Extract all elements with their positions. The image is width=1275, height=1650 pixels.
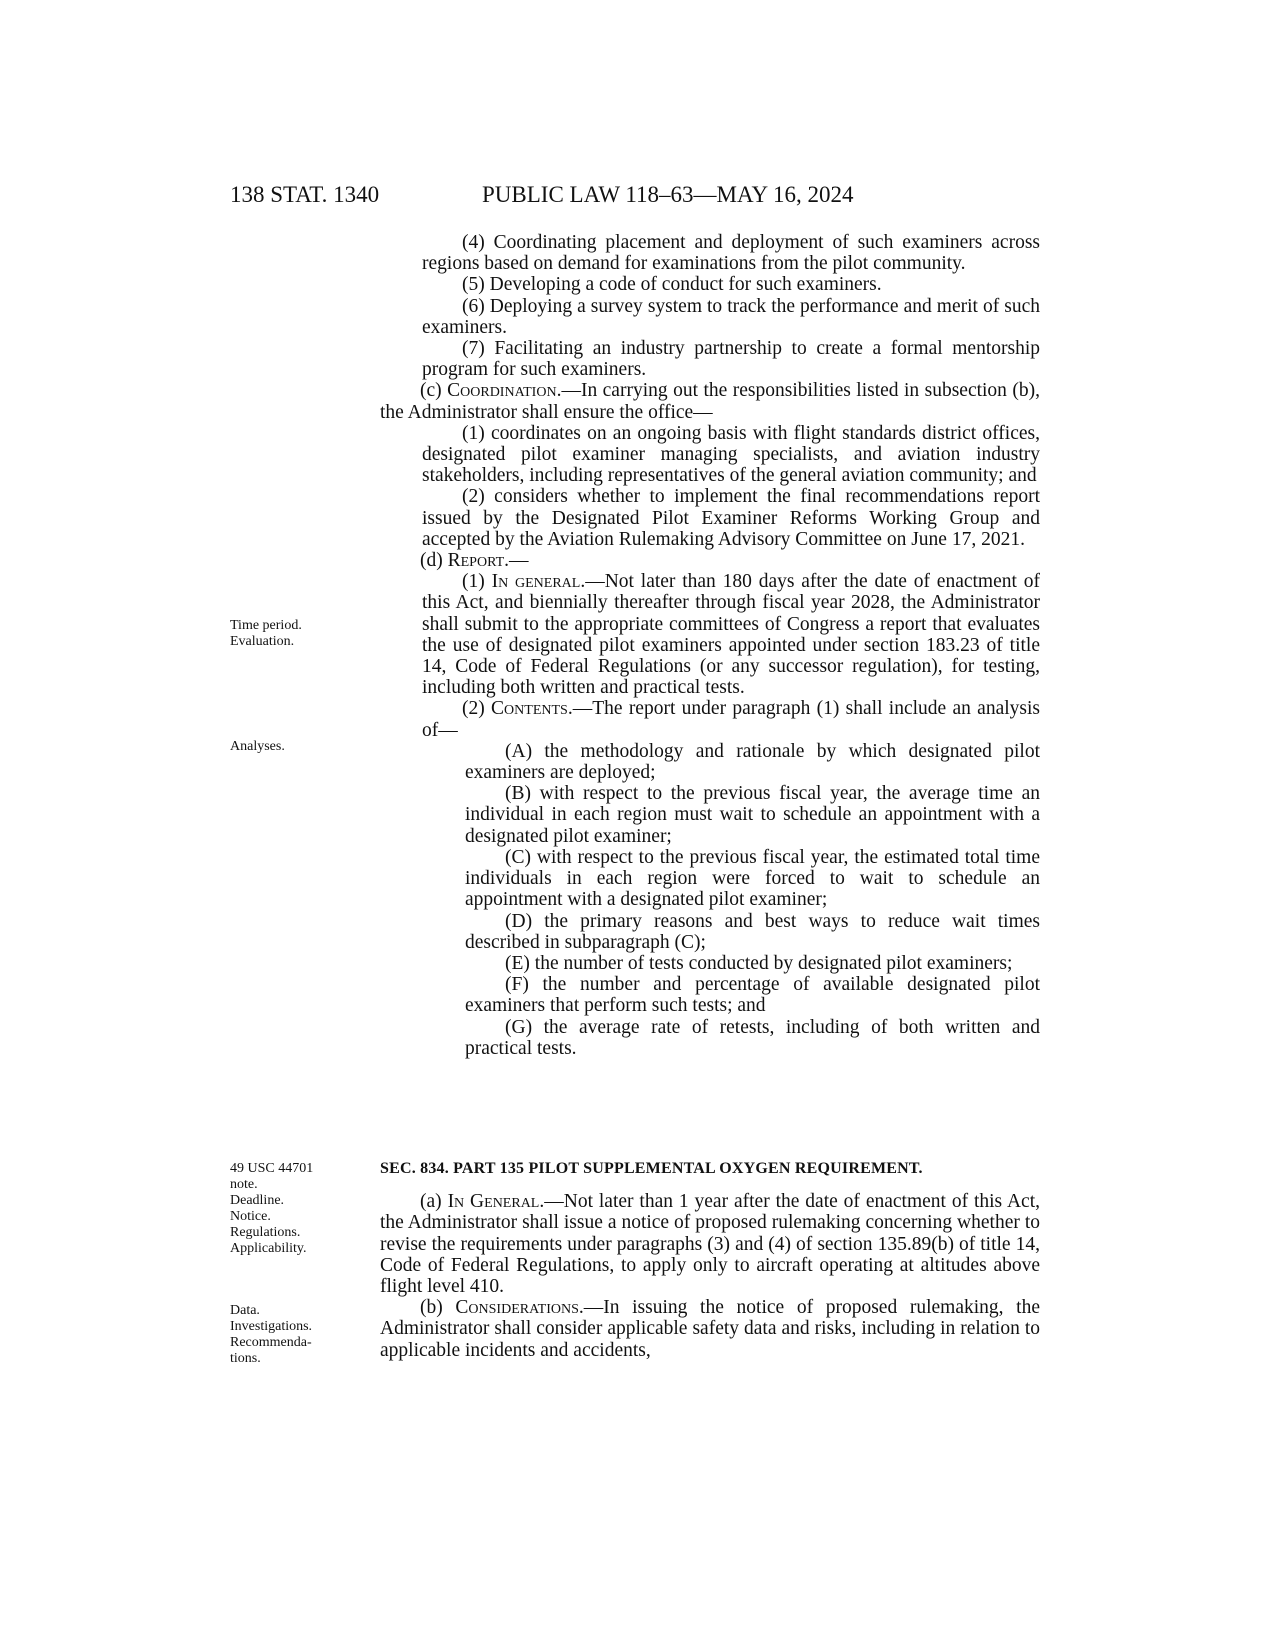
subparagraph-G: (G) the average rate of retests, including of both written and practical tests. <box>465 1016 1040 1059</box>
subsection-d: (d) Report.— <box>420 550 529 572</box>
paragraph-b6: (6) Deploying a survey system to track the performance and merit of such examiners. <box>422 295 1040 338</box>
subparagraph-E: (E) the number of tests conducted by designated pilot examiners; <box>505 952 1013 974</box>
subparagraph-A: (A) the methodology and rationale by which designated pilot examiners are deployed; <box>465 740 1040 784</box>
public-law-title: PUBLIC LAW 118–63—MAY 16, 2024 <box>482 182 854 207</box>
subparagraph-D: (D) the primary reasons and best ways to reduce wait times described in subparagraph (C); <box>465 910 1040 953</box>
subsection-c: (c) Coordination.—In carrying out the responsibilities listed in subsection (b), the Administrator shall ensure the office— <box>380 380 1041 423</box>
subparagraph-F: (F) the number and percentage of available designated pilot examiners that perform such tests; and <box>465 974 1040 1017</box>
section-834-heading: SEC. 834. PART 135 PILOT SUPPLEMENTAL OXYGEN REQUIREMENT. <box>380 1160 923 1177</box>
subsection-834-a: (a) In General.—Not later than 1 year after the date of enactment of this Act, the Administrator shall issue a notice of proposed rulemaking concerning whether to revise the requirements under paragraphs (3) and (4) of section 135.89(b) of title 14, Code of Federal Regulations, to apply only to aircraft operating at altitudes above flight level 410. <box>380 1191 1040 1298</box>
margin-note-data: Data. Investigations. Recommenda- tions. <box>230 1303 313 1366</box>
paragraph-d2: (2) Contents.—The report under paragraph (1) shall include an analysis of— <box>422 698 1040 741</box>
paragraph-c2: (2) considers whether to implement the final recommendations report issued by the Designated Pilot Examiner Reforms Working Group and accepted by the Aviation Rulemaking Advisory Committee on June 17, 2021. <box>422 486 1040 550</box>
page-header <box>0 182 1275 216</box>
margin-note-analyses: Analyses. <box>230 739 285 754</box>
paragraph-b7: (7) Facilitating an industry partnership to create a formal mentorship program for such examiners. <box>422 338 1040 381</box>
paragraph-b4: (4) Coordinating placement and deployment of such examiners across regions based on demand for examinations from the pilot community. <box>422 232 1040 275</box>
subparagraph-C: (C) with respect to the previous fiscal year, the estimated total time individuals in each region were forced to wait to schedule an appointment with a designated pilot examiner; <box>465 846 1040 911</box>
subparagraph-B: (B) with respect to the previous fiscal year, the average time an individual in each region must wait to schedule an appointment with a designated pilot examiner; <box>465 783 1040 847</box>
margin-note-usc: 49 USC 44701 note. Deadline. Notice. Regulations. Applicability. <box>230 1161 314 1256</box>
paragraph-d1: (1) In general.—Not later than 180 days after the date of enactment of this Act, and biennially thereafter through fiscal year 2028, the Administrator shall submit to the appropriate committees of Congress a report that evaluates the use of designated pilot examiners appointed under section 183.23 of title 14, Code of Federal Regulations (or any successor regulation), for testing, including both written and practical tests. <box>422 571 1040 699</box>
stat-citation: 138 STAT. 1340 <box>230 182 380 207</box>
body-text-upper <box>380 232 1040 1059</box>
paragraph-b5: (5) Developing a code of conduct for such examiners. <box>462 274 882 296</box>
body-text-sec834 <box>380 1158 1040 1361</box>
subsection-834-b: (b) Considerations.—In issuing the notice of proposed rulemaking, the Administrator shall consider applicable safety data and risks, including in relation to applicable incidents and accidents, <box>380 1297 1040 1361</box>
paragraph-c1: (1) coordinates on an ongoing basis with flight standards district offices, designated pilot examiner managing specialists, and aviation industry stakeholders, including representatives of the general aviation community; and <box>422 422 1040 487</box>
margin-note-time-period: Time period. Evaluation. <box>230 618 302 649</box>
